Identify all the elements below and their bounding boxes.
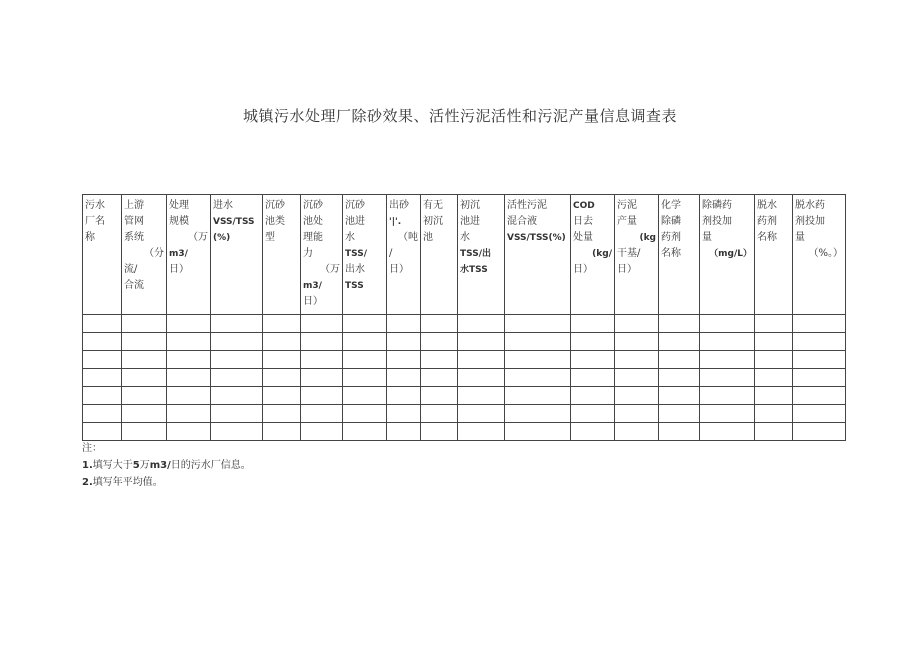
header-cell: 污水 厂名 称 [83, 195, 122, 315]
table-cell[interactable] [505, 387, 571, 405]
table-cell[interactable] [263, 351, 301, 369]
table-cell[interactable] [659, 351, 700, 369]
table-row [83, 423, 846, 441]
table-cell[interactable] [458, 315, 505, 333]
table-row [83, 315, 846, 333]
table-cell[interactable] [659, 315, 700, 333]
table-cell[interactable] [505, 369, 571, 387]
table-cell[interactable] [755, 405, 793, 423]
table-cell[interactable] [755, 387, 793, 405]
note-number: 2. [82, 477, 93, 488]
table-cell[interactable] [505, 315, 571, 333]
table-cell[interactable] [700, 315, 755, 333]
table-cell[interactable] [755, 351, 793, 369]
table-cell[interactable] [700, 405, 755, 423]
page-title: 城镇污水处理厂除砂效果、活性污泥活性和污泥产量信息调查表 [242, 107, 677, 125]
survey-table [82, 194, 846, 441]
note-text-bold: m3/ [149, 460, 171, 471]
table-cell[interactable] [421, 315, 458, 333]
table-cell[interactable] [659, 423, 700, 441]
table-cell[interactable] [301, 315, 343, 333]
table-cell[interactable] [571, 333, 615, 351]
table-row [83, 351, 846, 369]
table-cell[interactable] [83, 423, 122, 441]
table-cell[interactable] [122, 351, 167, 369]
header-cell: 进水 VSS/TSS (%) [211, 195, 263, 315]
header-cell: 活性污泥 混合液 VSS/TSS(%) [505, 195, 571, 315]
table-cell[interactable] [263, 315, 301, 333]
table-cell[interactable] [83, 351, 122, 369]
table-cell[interactable] [122, 387, 167, 405]
table-cell[interactable] [301, 423, 343, 441]
header-cell: 沉砂 池处 理能 力 （万 m3/ 日） [301, 195, 343, 315]
table-cell[interactable] [343, 315, 387, 333]
table-cell[interactable] [615, 333, 659, 351]
notes-section [82, 440, 251, 491]
header-row [83, 195, 846, 315]
table-cell[interactable] [615, 315, 659, 333]
table-cell[interactable] [700, 423, 755, 441]
header-cell: 沉砂 池类 型 [263, 195, 301, 315]
table-cell[interactable] [343, 351, 387, 369]
table-cell[interactable] [421, 387, 458, 405]
table-cell[interactable] [83, 369, 122, 387]
table-cell[interactable] [343, 423, 387, 441]
note-text: 填写年平均值。 [92, 477, 163, 488]
header-cell: 除磷药 剂投加 量 （mg/L） [700, 195, 755, 315]
table-cell[interactable] [387, 333, 421, 351]
table-cell[interactable] [793, 315, 846, 333]
table-cell[interactable] [167, 315, 211, 333]
table-cell[interactable] [122, 369, 167, 387]
table-cell[interactable] [167, 369, 211, 387]
table-cell[interactable] [615, 423, 659, 441]
table-cell[interactable] [301, 333, 343, 351]
table-cell[interactable] [571, 387, 615, 405]
header-cell: 脱水药 剂投加 量 （%。） [793, 195, 846, 315]
header-cell: 上游 管网 系统 （分 流/ 合流 [122, 195, 167, 315]
notes-heading: 注： [82, 443, 102, 454]
table-cell[interactable] [700, 369, 755, 387]
note-text: 填写大于 [92, 460, 133, 471]
header-cell: 污泥 产量 (kg 干基/ 日） [615, 195, 659, 315]
table-cell[interactable] [83, 405, 122, 423]
table-cell[interactable] [122, 333, 167, 351]
table-cell[interactable] [387, 387, 421, 405]
table-cell[interactable] [571, 351, 615, 369]
table-cell[interactable] [458, 387, 505, 405]
table-cell[interactable] [301, 405, 343, 423]
table-cell[interactable] [659, 405, 700, 423]
table-cell[interactable] [263, 333, 301, 351]
note-number: 1. [82, 460, 93, 471]
table-row [83, 333, 846, 351]
note-text: 日的污水厂信息。 [170, 460, 251, 471]
table-cell[interactable] [211, 315, 263, 333]
table-cell[interactable] [755, 369, 793, 387]
table-cell[interactable] [421, 351, 458, 369]
table-cell[interactable] [83, 387, 122, 405]
table-cell[interactable] [659, 387, 700, 405]
table-cell[interactable] [263, 405, 301, 423]
table-cell[interactable] [211, 423, 263, 441]
table-row [83, 369, 846, 387]
table-cell[interactable] [700, 351, 755, 369]
table-cell[interactable] [615, 369, 659, 387]
table-cell[interactable] [659, 369, 700, 387]
table-cell[interactable] [458, 405, 505, 423]
table-cell[interactable] [755, 333, 793, 351]
table-cell[interactable] [571, 423, 615, 441]
header-cell: 化学 除磷 药剂 名称 [659, 195, 700, 315]
table-cell[interactable] [263, 423, 301, 441]
table-cell[interactable] [755, 423, 793, 441]
table-cell[interactable] [167, 333, 211, 351]
table-cell[interactable] [122, 423, 167, 441]
table-cell[interactable] [615, 405, 659, 423]
table-cell[interactable] [122, 405, 167, 423]
table-cell[interactable] [387, 315, 421, 333]
table-cell[interactable] [505, 405, 571, 423]
table-cell[interactable] [505, 423, 571, 441]
table-cell[interactable] [571, 369, 615, 387]
table-cell[interactable] [211, 405, 263, 423]
table-cell[interactable] [167, 423, 211, 441]
note-text-bold: 5 [132, 460, 140, 471]
table-cell[interactable] [421, 423, 458, 441]
table-cell[interactable] [83, 315, 122, 333]
header-cell: 出砂 '|'. （吨 / 日） [387, 195, 421, 315]
table-cell[interactable] [211, 369, 263, 387]
table-cell[interactable] [700, 333, 755, 351]
table-cell[interactable] [505, 351, 571, 369]
table-row [83, 405, 846, 423]
table-cell[interactable] [458, 351, 505, 369]
table-cell[interactable] [343, 333, 387, 351]
table-cell[interactable] [755, 315, 793, 333]
table-cell[interactable] [615, 387, 659, 405]
table-cell[interactable] [793, 351, 846, 369]
table-cell[interactable] [167, 405, 211, 423]
table-cell[interactable] [301, 351, 343, 369]
table-cell[interactable] [421, 405, 458, 423]
table-cell[interactable] [83, 333, 122, 351]
table-cell[interactable] [387, 369, 421, 387]
table-cell[interactable] [122, 315, 167, 333]
table-cell[interactable] [387, 351, 421, 369]
table-cell[interactable] [263, 387, 301, 405]
table-cell[interactable] [458, 423, 505, 441]
table-cell[interactable] [571, 405, 615, 423]
table-cell[interactable] [571, 315, 615, 333]
table-cell[interactable] [343, 387, 387, 405]
table-cell[interactable] [793, 387, 846, 405]
note-item [82, 474, 251, 491]
header-cell: COD 日去 处量 (kg/ 日） [571, 195, 615, 315]
table-cell[interactable] [167, 387, 211, 405]
table-cell[interactable] [211, 333, 263, 351]
table-cell[interactable] [793, 369, 846, 387]
header-cell: 处理 规模 （万 m3/ 日） [167, 195, 211, 315]
header-cell: 脱水 药剂 名称 [755, 195, 793, 315]
table-cell[interactable] [458, 369, 505, 387]
table-cell[interactable] [793, 423, 846, 441]
table-cell[interactable] [387, 405, 421, 423]
table-cell[interactable] [387, 423, 421, 441]
table-cell[interactable] [301, 387, 343, 405]
table-cell[interactable] [421, 369, 458, 387]
table-cell[interactable] [263, 369, 301, 387]
table-cell[interactable] [301, 369, 343, 387]
table-cell[interactable] [505, 333, 571, 351]
table-cell[interactable] [211, 351, 263, 369]
note-text: 万 [139, 460, 150, 471]
table-cell[interactable] [421, 333, 458, 351]
table-cell[interactable] [167, 351, 211, 369]
table-cell[interactable] [343, 369, 387, 387]
table-cell[interactable] [700, 387, 755, 405]
table-cell[interactable] [458, 333, 505, 351]
note-item [82, 457, 251, 474]
header-cell: 初沉 池进 水 TSS/出 水TSS [458, 195, 505, 315]
header-cell: 有无 初沉 池 [421, 195, 458, 315]
table-cell[interactable] [211, 387, 263, 405]
table-cell[interactable] [793, 405, 846, 423]
table-cell[interactable] [615, 351, 659, 369]
table-row [83, 387, 846, 405]
table-cell[interactable] [659, 333, 700, 351]
table-cell[interactable] [343, 405, 387, 423]
table-cell[interactable] [793, 333, 846, 351]
header-cell: 沉砂 池进 水 TSS/ 出水 TSS [343, 195, 387, 315]
